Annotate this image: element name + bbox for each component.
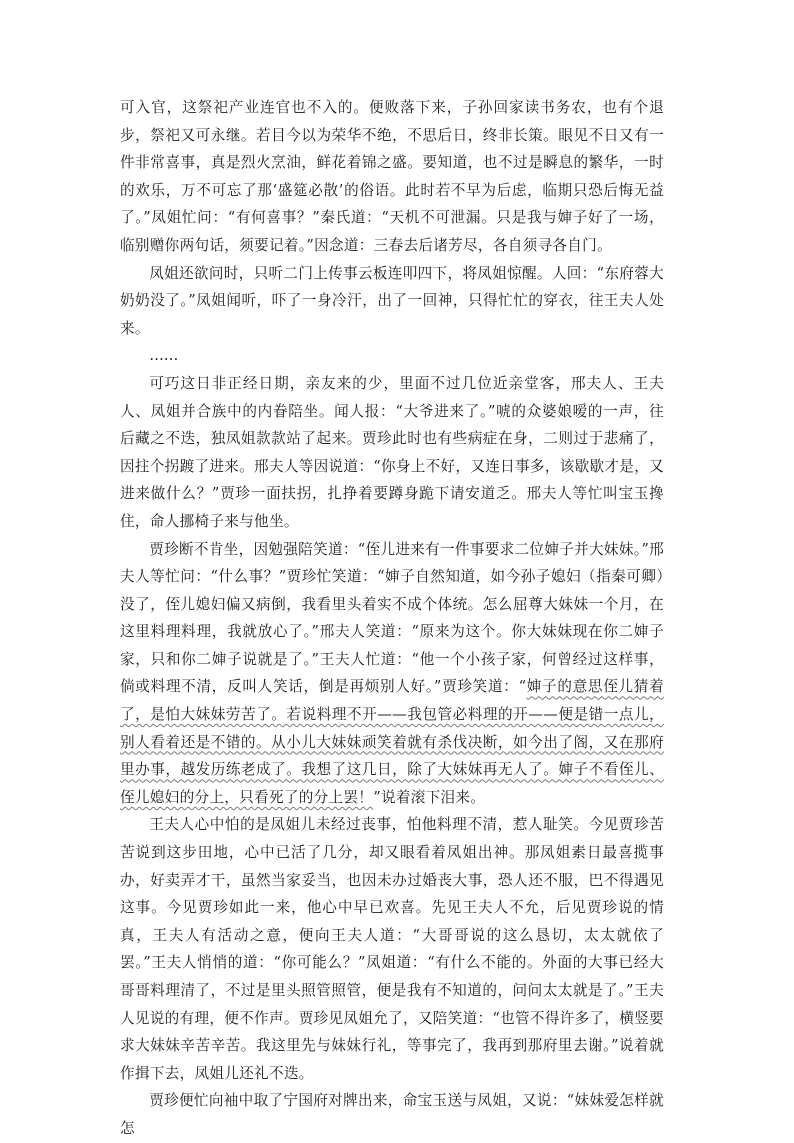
- ellipsis-line: [120, 342, 664, 370]
- paragraph-text: 贾珍断不肯坐，因勉强陪笑道：“侄儿进来有一件事要求二位婶子并大妹妹。”邢夫人等忙问：“什么事？”贾珍忙笑道：“婶子自然知道，如今孙子媳妇（指秦可卿）没了，侄儿媳妇偏又病倒，我看里头着实不成个体统。怎么屈尊大妹妹一个月，在这里料理料理，我就放心了。”邢夫人笑道：“原来为这个。你大妹妹现在你二婶子家，只和你二婶子说就是了。”王夫人忙道：“他一个小孩子家，何曾经过这样事，倘或料理不清，反叫人笑话，倒是再烦别人好。”贾珍笑道：“: [120, 540, 664, 696]
- paragraph-7: [120, 1087, 664, 1142]
- paragraph-4: [120, 370, 664, 536]
- paragraph-6: [120, 811, 664, 1087]
- paragraph-1: [120, 94, 664, 260]
- paragraph-text: 可入官，这祭祀产业连官也不入的。便败落下来，子孙回家读书务农，也有个退步，祭祀又可永继。若目今以为荣华不绝，不思后日，终非长策。眼见不日又有一件非常喜事，真是烈火烹油，鲜花着锦之盛。要知道，也不过是瞬息的繁华，一时的欢乐，万不可忘了那‘盛筵必散’的俗语。此时若不早为后虑，临期只恐后悔无益了。”凤姐忙问：“有何喜事？”秦氏道：“天机不可泄漏。只是我与婶子好了一场，临别赠你两句话，须要记着。”因念道：三春去后诸芳尽，各自须寻各自门。: [120, 99, 664, 254]
- paragraph-text: ”说着滚下泪来。: [373, 788, 486, 806]
- paragraph-2: [120, 260, 664, 343]
- paragraph-text: 贾珍便忙向袖中取了宁国府对牌出来，命宝玉送与凤姐，又说：“妹妹爱怎样就怎: [120, 1092, 664, 1137]
- wavy-underlined-passage: 婶子的意思侄儿猜着了，是怕大妹妹劳苦了。若说料理不开——我包管必料理的开——便是错一点儿，别人看着还是不错的。从小儿大妹妹顽笑着就有杀伐决断，如今出了阁，又在那府里办事，越发历练老成了。我想了这几日，除了大妹妹再无人了。婶子不看侄儿、侄儿媳妇的分上，只看死了的分上罢！: [120, 678, 664, 806]
- paragraph-text: 凤姐还欲问时，只听二门上传事云板连叩四下，将凤姐惊醒。人回：“东府蓉大奶奶没了。”凤姐闻听，吓了一身冷汗，出了一回神，只得忙忙的穿衣，往王夫人处来。: [120, 264, 664, 337]
- paragraph-text: 可巧这日非正经日期，亲友来的少，里面不过几位近亲堂客，邢夫人、王夫人、凤姐并合族中的内眷陪坐。闻人报：“大爷进来了。”唬的众婆娘嗳的一声，往后藏之不迭，独凤姐款款站了起来。贾珍此时也有些病症在身，二则过于悲痛了，因拄个拐踱了进来。邢夫人等因说道：“你身上不好，又连日事多，该歇歇才是，又进来做什么？”贾珍一面扶拐，扎挣着要蹲身跪下请安道乏。邢夫人等忙叫宝玉搀住，命人挪椅子来与他坐。: [120, 374, 664, 530]
- paragraph-5: [120, 536, 664, 812]
- novel-excerpt-body: [120, 94, 664, 1143]
- ellipsis-text: ……: [149, 347, 179, 365]
- paragraph-text: 王夫人心中怕的是凤姐儿未经过丧事，怕他料理不清，惹人耻笑。今见贾珍苦苦说到这步田地，心中已活了几分，却又眼看着凤姐出神。那凤姐素日最喜揽事办，好卖弄才干，虽然当家妥当，也因未办过婚丧大事，恐人还不服，巴不得遇见这事。今见贾珍如此一来，他心中早已欢喜。先见王夫人不允，后见贾珍说的情真，王夫人有活动之意，便向王夫人道：“大哥哥说的这么恳切，太太就依了罢。”王夫人悄悄的道：“你可能么？”凤姐道：“有什么不能的。外面的大事已经大哥哥料理清了，不过是里头照管照管，便是我有不知道的，问问太太就是了。”王夫人见说的有理，便不作声。贾珍见凤姐允了，又陪笑道：“也管不得许多了，横竖要求大妹妹辛苦辛苦。我这里先与妹妹行礼，等事完了，我再到那府里去谢。”说着就作揖下去，凤姐儿还礼不迭。: [120, 816, 664, 1082]
